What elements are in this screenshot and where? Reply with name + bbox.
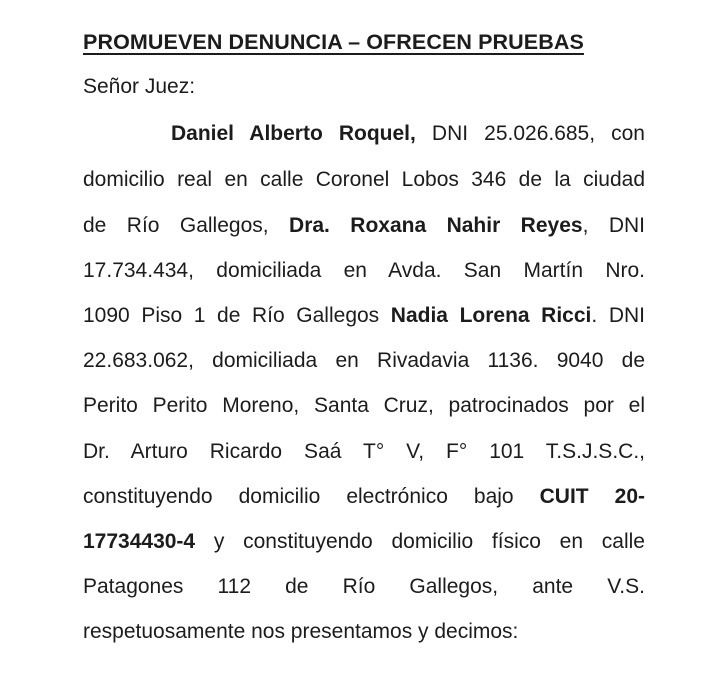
text-segment: Daniel Alberto Roquel, bbox=[171, 122, 416, 145]
paragraph-line bbox=[83, 573, 645, 601]
text-segment: 1090 Piso 1 de Río Gallegos bbox=[83, 304, 391, 327]
paragraph-line bbox=[83, 302, 645, 330]
text-segment: CUIT 20- bbox=[539, 485, 645, 508]
text-segment: 17.734.434, domiciliada en Avda. San Martín Nro. bbox=[83, 259, 645, 282]
paragraph-line bbox=[83, 212, 645, 240]
text-segment: Dr. Arturo Ricardo Saá T° V, F° 101 T.S.J.S.C., bbox=[83, 440, 645, 463]
paragraph-line bbox=[83, 528, 645, 556]
paragraph-line bbox=[83, 166, 645, 194]
text-segment: respetuosamente nos presentamos y decimos: bbox=[83, 620, 519, 643]
text-segment: domicilio real en calle Coronel Lobos 346 de la ciudad bbox=[83, 168, 645, 191]
document-title: PROMUEVEN DENUNCIA – OFRECEN PRUEBAS bbox=[83, 30, 584, 54]
paragraph-line bbox=[83, 347, 645, 375]
paragraph-line bbox=[83, 618, 645, 646]
paragraph-line bbox=[83, 257, 645, 285]
text-segment: constituyendo domicilio electrónico bajo bbox=[83, 485, 540, 508]
salutation: Señor Juez: bbox=[83, 75, 196, 98]
paragraph-line bbox=[83, 438, 645, 466]
text-segment: DNI 25.026.685, con bbox=[415, 122, 645, 145]
paragraph-line bbox=[83, 483, 645, 511]
text-segment: . DNI bbox=[591, 304, 645, 327]
text-segment: Patagones 112 de Río Gallegos, ante V.S. bbox=[83, 575, 645, 598]
text-segment: Dra. Roxana Nahir Reyes bbox=[289, 214, 583, 237]
text-segment: Nadia Lorena Ricci bbox=[390, 304, 592, 327]
paragraph-line bbox=[83, 120, 645, 148]
paragraph-line bbox=[83, 392, 645, 420]
text-segment: 22.683.062, domiciliada en Rivadavia 1136. 9040 de bbox=[83, 349, 645, 372]
text-segment: Perito Perito Moreno, Santa Cruz, patrocinados por el bbox=[83, 394, 645, 417]
text-segment: , DNI bbox=[582, 214, 645, 237]
text-segment: y constituyendo domicilio físico en calle bbox=[195, 530, 645, 553]
text-segment: 17734430-4 bbox=[83, 530, 196, 553]
text-segment: de Río Gallegos, bbox=[83, 214, 290, 237]
